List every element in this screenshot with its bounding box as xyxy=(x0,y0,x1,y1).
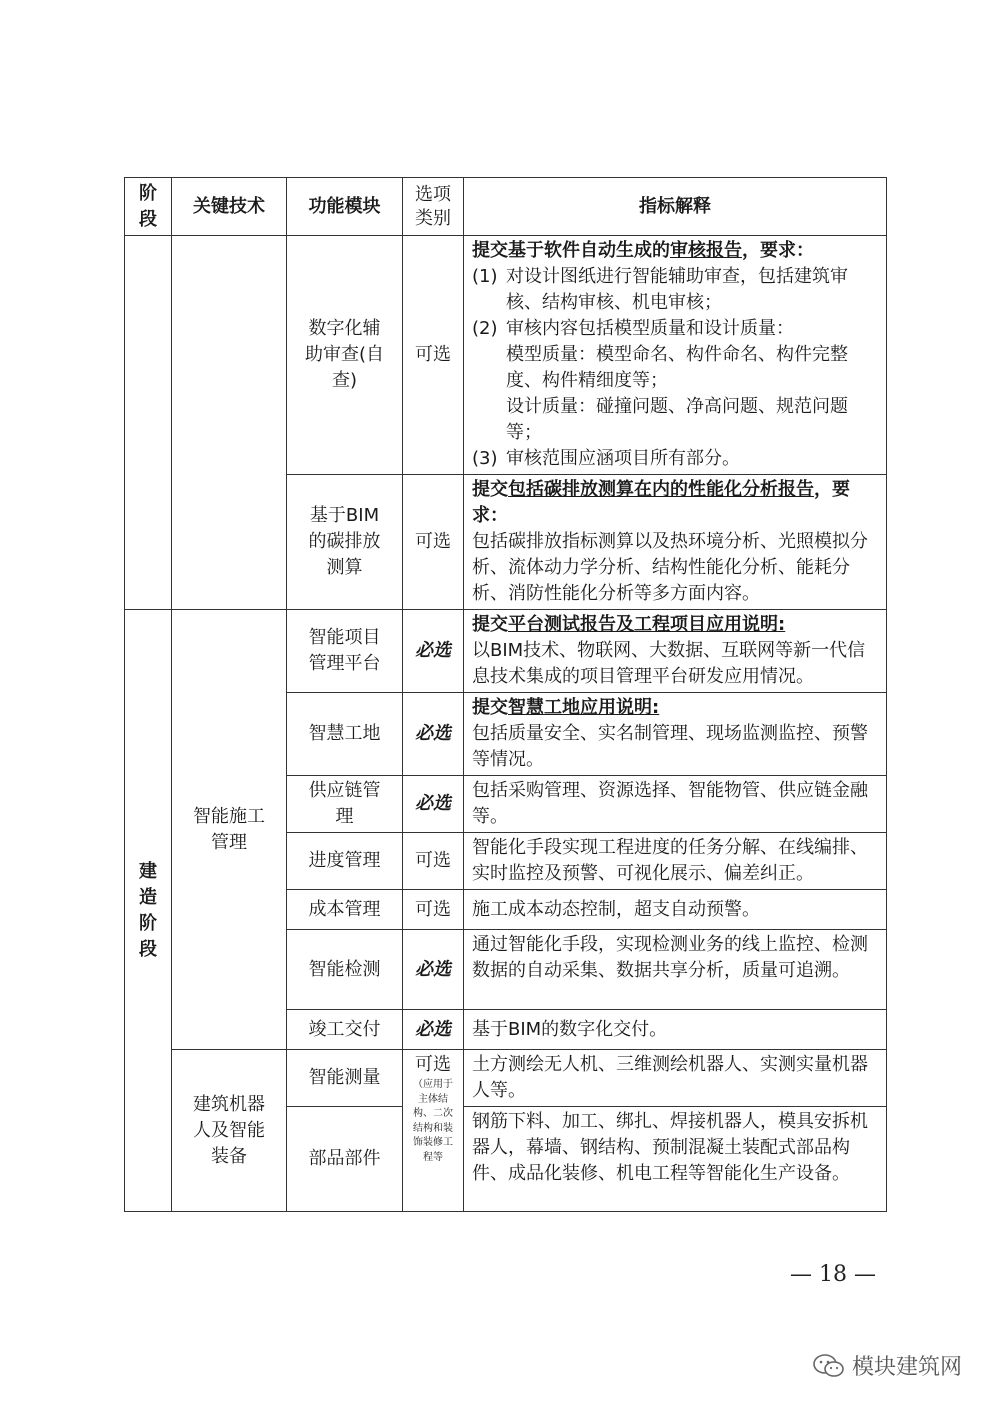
option-cell: 可选 xyxy=(403,475,464,610)
module-cell: 智慧工地 xyxy=(287,693,403,776)
option-cell: 可选 xyxy=(403,890,464,930)
option-cell: 必选 xyxy=(403,776,464,833)
module-cell: 智能测量 xyxy=(287,1050,403,1107)
explanation-heading: 提交平台测试报告及工程项目应用说明: xyxy=(472,614,786,635)
key-tech-cell-empty xyxy=(172,236,287,610)
header-key-tech: 关键技术 xyxy=(172,178,287,236)
explanation-cell: 通过智能化手段，实现检测业务的线上监控、检测数据的自动采集、数据共享分析，质量可追溯。 xyxy=(464,930,887,1010)
table-row xyxy=(125,236,887,475)
explanation-heading: 提交智慧工地应用说明: xyxy=(472,697,660,718)
list-item: 模型质量：模型命名、构件命名、构件完整度、构件精细度等； xyxy=(506,344,848,391)
module-cell: 供应链管理 xyxy=(287,776,403,833)
explanation-cell: 钢筋下料、加工、绑扎、焊接机器人，模具安拆机器人，幕墙、钢结构、预制混凝土装配式部品构件、成品化装修、机电工程等智能化生产设备。 xyxy=(464,1107,887,1212)
explanation-cell xyxy=(464,693,887,776)
explanation-cell: 土方测绘无人机、三维测绘机器人、实测实量机器人等。 xyxy=(464,1050,887,1107)
module-cell: 基于BIM的碳排放测算 xyxy=(287,475,403,610)
option-cell: 必选 xyxy=(403,1010,464,1050)
watermark-text: 模块建筑网 xyxy=(852,1355,963,1380)
header-module: 功能模块 xyxy=(287,178,403,236)
wechat-icon xyxy=(812,1353,846,1379)
key-tech-robots: 建筑机器人及智能装备 xyxy=(172,1050,287,1212)
list-item: 设计质量：碰撞问题、净高问题、规范问题等； xyxy=(506,396,848,443)
header-explanation: 指标解释 xyxy=(464,178,887,236)
page-number: — 18 — xyxy=(790,1262,876,1287)
module-cell: 成本管理 xyxy=(287,890,403,930)
explanation-cell xyxy=(464,236,887,475)
module-cell: 数字化辅助审查(自查) xyxy=(287,236,403,475)
indicator-table xyxy=(124,177,887,1212)
option-cell: 可选 xyxy=(403,236,464,475)
module-cell: 竣工交付 xyxy=(287,1010,403,1050)
header-option-type: 选项类别 xyxy=(403,178,464,236)
option-cell: 必选 xyxy=(403,693,464,776)
explanation-cell xyxy=(464,610,887,693)
explanation-heading: 提交包括碳排放测算在内的性能化分析报告，要求： xyxy=(472,479,850,526)
module-cell: 部品部件 xyxy=(287,1107,403,1212)
table-row xyxy=(125,1050,887,1107)
module-cell: 进度管理 xyxy=(287,833,403,890)
explanation-body: 以BIM技术、物联网、大数据、互联网等新一代信息技术集成的项目管理平台研发应用情况。 xyxy=(472,640,866,687)
option-cell-robots: 可选 （应用于主体结构、二次结构和装饰装修工程等 xyxy=(403,1050,464,1212)
table-header-row xyxy=(125,178,887,236)
list-item: (1) 对设计图纸进行智能辅助审查，包括建筑审核、结构审核、机电审核； xyxy=(472,266,848,313)
explanation-cell: 智能化手段实现工程进度的任务分解、在线编排、实时监控及预警、可视化展示、偏差纠正。 xyxy=(464,833,887,890)
list-item: (2) 审核内容包括模型质量和设计质量： xyxy=(472,318,794,339)
option-cell: 可选 xyxy=(403,833,464,890)
explanation-heading: 提交基于软件自动生成的审核报告，要求： xyxy=(472,240,814,261)
explanation-body: 包括碳排放指标测算以及热环境分析、光照模拟分析、流体动力学分析、结构性能化分析、能耗分析、消防性能化分析等多方面内容。 xyxy=(472,531,868,604)
module-cell: 智能项目管理平台 xyxy=(287,610,403,693)
table-row xyxy=(125,610,887,693)
explanation-body: 包括质量安全、实名制管理、现场监测监控、预警等情况。 xyxy=(472,723,868,770)
explanation-cell xyxy=(464,475,887,610)
module-cell: 智能检测 xyxy=(287,930,403,1010)
watermark xyxy=(812,1350,962,1381)
explanation-cell: 施工成本动态控制，超支自动预警。 xyxy=(464,890,887,930)
stage-cell-build: 建造阶段 xyxy=(125,610,172,1212)
stage-cell-empty xyxy=(125,236,172,610)
list-item: (3) 审核范围应涵项目所有部分。 xyxy=(472,448,740,469)
explanation-cell: 基于BIM的数字化交付。 xyxy=(464,1010,887,1050)
option-cell: 必选 xyxy=(403,610,464,693)
explanation-cell: 包括采购管理、资源选择、智能物管、供应链金融等。 xyxy=(464,776,887,833)
header-stage: 阶段 xyxy=(125,178,172,236)
key-tech-smart-construction: 智能施工管理 xyxy=(172,610,287,1050)
option-cell: 必选 xyxy=(403,930,464,1010)
